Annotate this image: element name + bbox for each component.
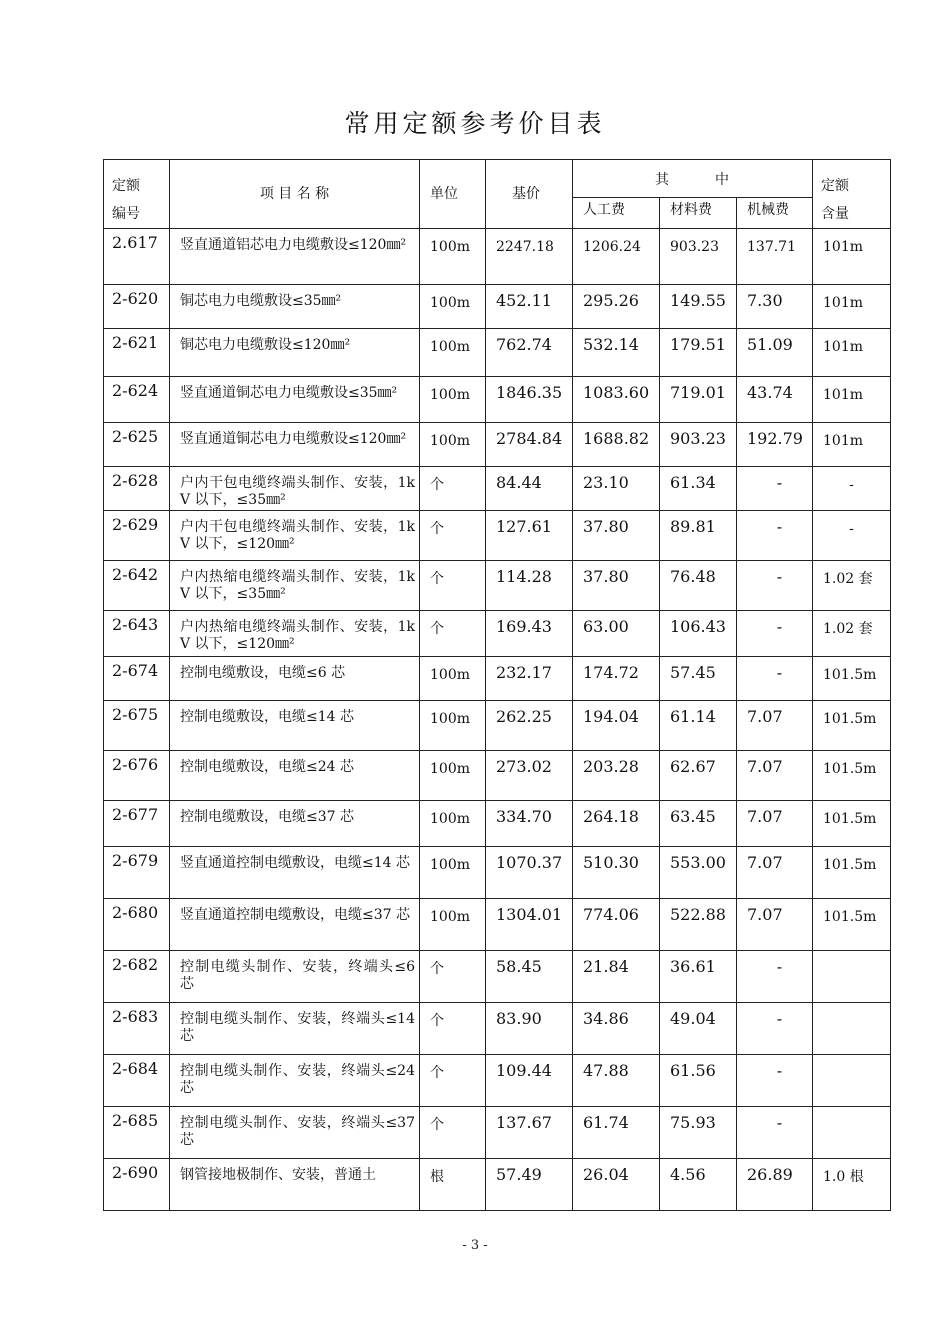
- header-code: [104, 160, 170, 229]
- header-of-which-1: 其: [655, 172, 670, 188]
- row-quota-content: 1.02 套: [813, 611, 891, 657]
- row-machine-cost: -: [737, 1003, 813, 1055]
- row-material-cost: 49.04: [660, 1003, 737, 1055]
- row-base-price: 1846.35: [486, 377, 573, 423]
- row-material-cost: 61.14: [660, 701, 737, 751]
- row-item-name: 竖直通道铝芯电力电缆敷设≤120㎜²: [170, 229, 420, 285]
- table-row: [104, 701, 891, 751]
- table-row: [104, 951, 891, 1003]
- table-row: [104, 1003, 891, 1055]
- row-base-price: 232.17: [486, 657, 573, 701]
- row-material-cost: 75.93: [660, 1107, 737, 1159]
- row-base-price: 109.44: [486, 1055, 573, 1107]
- row-code: 2-685: [104, 1107, 170, 1159]
- row-base-price: 2784.84: [486, 423, 573, 467]
- row-unit: 个: [420, 1003, 486, 1055]
- table-row: [104, 611, 891, 657]
- row-material-cost: 89.81: [660, 511, 737, 561]
- row-code: 2-680: [104, 899, 170, 951]
- row-unit: 100m: [420, 377, 486, 423]
- row-item-name: 控制电缆敷设，电缆≤6 芯: [170, 657, 420, 701]
- row-quota-content: 1.02 套: [813, 561, 891, 611]
- header-content-line2: 含量: [821, 206, 850, 222]
- row-machine-cost: -: [737, 611, 813, 657]
- row-item-name: 户内热缩电缆终端头制作、安装，1kV 以下，≤120㎜²: [170, 611, 420, 657]
- page-title: 常用定额参考价目表: [344, 109, 606, 138]
- header-of-which: [573, 160, 813, 198]
- row-labor-cost: 203.28: [573, 751, 660, 801]
- row-base-price: 1304.01: [486, 899, 573, 951]
- row-machine-cost: 192.79: [737, 423, 813, 467]
- page-number: - 3 -: [462, 1238, 488, 1253]
- table-row: [104, 377, 891, 423]
- row-code: 2-642: [104, 561, 170, 611]
- row-code: 2-684: [104, 1055, 170, 1107]
- row-quota-content: [813, 1003, 891, 1055]
- header-name: 项 目 名 称: [170, 160, 420, 229]
- row-material-cost: 903.23: [660, 423, 737, 467]
- row-base-price: 58.45: [486, 951, 573, 1003]
- row-material-cost: 36.61: [660, 951, 737, 1003]
- row-unit: 100m: [420, 751, 486, 801]
- row-labor-cost: 26.04: [573, 1159, 660, 1211]
- row-quota-content: [813, 1107, 891, 1159]
- row-labor-cost: 21.84: [573, 951, 660, 1003]
- row-labor-cost: 264.18: [573, 801, 660, 847]
- row-unit: 100m: [420, 329, 486, 377]
- table-row: [104, 1107, 891, 1159]
- row-code: 2-620: [104, 285, 170, 329]
- row-code: 2-625: [104, 423, 170, 467]
- row-code: 2-679: [104, 847, 170, 899]
- row-base-price: 83.90: [486, 1003, 573, 1055]
- row-labor-cost: 510.30: [573, 847, 660, 899]
- row-quota-content: 101m: [813, 377, 891, 423]
- row-code: 2-674: [104, 657, 170, 701]
- row-labor-cost: 63.00: [573, 611, 660, 657]
- row-labor-cost: 774.06: [573, 899, 660, 951]
- table-row: [104, 511, 891, 561]
- row-machine-cost: -: [737, 1107, 813, 1159]
- row-unit: 100m: [420, 847, 486, 899]
- row-item-name: 控制电缆头制作、安装，终端头≤37 芯: [170, 1107, 420, 1159]
- row-material-cost: 57.45: [660, 657, 737, 701]
- row-machine-cost: 7.07: [737, 701, 813, 751]
- row-quota-content: 101.5m: [813, 751, 891, 801]
- row-quota-content: 101.5m: [813, 801, 891, 847]
- row-item-name: 控制电缆头制作、安装，终端头≤6 芯: [170, 951, 420, 1003]
- row-labor-cost: 194.04: [573, 701, 660, 751]
- row-material-cost: 76.48: [660, 561, 737, 611]
- row-quota-content: [813, 1055, 891, 1107]
- row-labor-cost: 37.80: [573, 511, 660, 561]
- row-unit: 100m: [420, 229, 486, 285]
- row-item-name: 控制电缆敷设，电缆≤37 芯: [170, 801, 420, 847]
- row-code: 2.617: [104, 229, 170, 285]
- row-code: 2-621: [104, 329, 170, 377]
- row-item-name: 竖直通道铜芯电力电缆敷设≤35㎜²: [170, 377, 420, 423]
- row-machine-cost: 51.09: [737, 329, 813, 377]
- row-item-name: 控制电缆敷设，电缆≤14 芯: [170, 701, 420, 751]
- row-labor-cost: 61.74: [573, 1107, 660, 1159]
- header-base-price: 基价: [486, 160, 573, 229]
- row-material-cost: 553.00: [660, 847, 737, 899]
- row-quota-content: 101m: [813, 423, 891, 467]
- row-code: 2-643: [104, 611, 170, 657]
- row-item-name: 户内干包电缆终端头制作、安装，1kV 以下，≤35㎜²: [170, 467, 420, 511]
- row-labor-cost: 1083.60: [573, 377, 660, 423]
- row-code: 2-677: [104, 801, 170, 847]
- table-row: [104, 285, 891, 329]
- row-material-cost: 179.51: [660, 329, 737, 377]
- table-row: [104, 1159, 891, 1211]
- row-item-name: 控制电缆头制作、安装，终端头≤24 芯: [170, 1055, 420, 1107]
- row-base-price: 452.11: [486, 285, 573, 329]
- row-unit: 个: [420, 561, 486, 611]
- row-machine-cost: -: [737, 561, 813, 611]
- row-base-price: 114.28: [486, 561, 573, 611]
- row-labor-cost: 23.10: [573, 467, 660, 511]
- row-material-cost: 106.43: [660, 611, 737, 657]
- row-quota-content: -: [813, 467, 891, 511]
- row-code: 2-628: [104, 467, 170, 511]
- row-machine-cost: -: [737, 1055, 813, 1107]
- row-base-price: 262.25: [486, 701, 573, 751]
- row-item-name: 户内干包电缆终端头制作、安装，1kV 以下，≤120㎜²: [170, 511, 420, 561]
- row-base-price: 137.67: [486, 1107, 573, 1159]
- row-item-name: 竖直通道铜芯电力电缆敷设≤120㎜²: [170, 423, 420, 467]
- row-material-cost: 63.45: [660, 801, 737, 847]
- row-unit: 个: [420, 951, 486, 1003]
- header-content: [813, 160, 891, 229]
- row-material-cost: 903.23: [660, 229, 737, 285]
- row-unit: 100m: [420, 899, 486, 951]
- row-unit: 个: [420, 1107, 486, 1159]
- row-machine-cost: -: [737, 511, 813, 561]
- row-material-cost: 522.88: [660, 899, 737, 951]
- header-labor: 人工费: [573, 197, 660, 228]
- row-labor-cost: 34.86: [573, 1003, 660, 1055]
- row-quota-content: 101.5m: [813, 847, 891, 899]
- table-row: [104, 229, 891, 285]
- row-machine-cost: -: [737, 657, 813, 701]
- row-labor-cost: 37.80: [573, 561, 660, 611]
- quota-price-table: [103, 159, 891, 1211]
- row-labor-cost: 1688.82: [573, 423, 660, 467]
- row-base-price: 57.49: [486, 1159, 573, 1211]
- row-code: 2-683: [104, 1003, 170, 1055]
- row-machine-cost: -: [737, 467, 813, 511]
- row-labor-cost: 47.88: [573, 1055, 660, 1107]
- table-row: [104, 329, 891, 377]
- row-unit: 个: [420, 1055, 486, 1107]
- table-row: [104, 899, 891, 951]
- row-code: 2-629: [104, 511, 170, 561]
- row-labor-cost: 532.14: [573, 329, 660, 377]
- row-base-price: 273.02: [486, 751, 573, 801]
- table-row: [104, 423, 891, 467]
- row-machine-cost: -: [737, 951, 813, 1003]
- table-row: [104, 657, 891, 701]
- row-item-name: 铜芯电力电缆敷设≤120㎜²: [170, 329, 420, 377]
- row-code: 2-682: [104, 951, 170, 1003]
- header-code-line2: 编号: [112, 206, 140, 222]
- header-row: [104, 160, 891, 198]
- row-code: 2-624: [104, 377, 170, 423]
- row-machine-cost: 26.89: [737, 1159, 813, 1211]
- row-quota-content: [813, 951, 891, 1003]
- row-machine-cost: 7.30: [737, 285, 813, 329]
- table-row: [104, 801, 891, 847]
- row-base-price: 169.43: [486, 611, 573, 657]
- row-item-name: 户内热缩电缆终端头制作、安装，1kV 以下，≤35㎜²: [170, 561, 420, 611]
- row-quota-content: 101.5m: [813, 657, 891, 701]
- row-quota-content: 101m: [813, 329, 891, 377]
- row-unit: 100m: [420, 657, 486, 701]
- row-item-name: 竖直通道控制电缆敷设，电缆≤37 芯: [170, 899, 420, 951]
- row-labor-cost: 1206.24: [573, 229, 660, 285]
- row-material-cost: 4.56: [660, 1159, 737, 1211]
- row-material-cost: 62.67: [660, 751, 737, 801]
- row-item-name: 控制电缆头制作、安装，终端头≤14 芯: [170, 1003, 420, 1055]
- row-code: 2-675: [104, 701, 170, 751]
- row-unit: 根: [420, 1159, 486, 1211]
- header-of-which-2: 中: [715, 172, 730, 188]
- row-machine-cost: 7.07: [737, 847, 813, 899]
- row-base-price: 127.61: [486, 511, 573, 561]
- row-base-price: 762.74: [486, 329, 573, 377]
- row-code: 2-690: [104, 1159, 170, 1211]
- table-row: [104, 467, 891, 511]
- row-labor-cost: 295.26: [573, 285, 660, 329]
- row-quota-content: -: [813, 511, 891, 561]
- header-material: 材料费: [660, 197, 737, 228]
- row-machine-cost: 7.07: [737, 899, 813, 951]
- row-base-price: 84.44: [486, 467, 573, 511]
- table-row: [104, 561, 891, 611]
- row-base-price: 334.70: [486, 801, 573, 847]
- row-unit: 100m: [420, 701, 486, 751]
- table-row: [104, 847, 891, 899]
- row-base-price: 2247.18: [486, 229, 573, 285]
- row-quota-content: 101.5m: [813, 701, 891, 751]
- row-unit: 100m: [420, 423, 486, 467]
- row-material-cost: 149.55: [660, 285, 737, 329]
- row-unit: 个: [420, 611, 486, 657]
- row-material-cost: 719.01: [660, 377, 737, 423]
- row-item-name: 控制电缆敷设，电缆≤24 芯: [170, 751, 420, 801]
- header-code-line1: 定额: [112, 178, 140, 194]
- row-code: 2-676: [104, 751, 170, 801]
- row-unit: 100m: [420, 801, 486, 847]
- row-machine-cost: 137.71: [737, 229, 813, 285]
- row-quota-content: 101m: [813, 229, 891, 285]
- row-labor-cost: 174.72: [573, 657, 660, 701]
- row-unit: 个: [420, 467, 486, 511]
- table-row: [104, 751, 891, 801]
- row-item-name: 钢管接地极制作、安装，普通土: [170, 1159, 420, 1211]
- row-quota-content: 1.0 根: [813, 1159, 891, 1211]
- row-item-name: 铜芯电力电缆敷设≤35㎜²: [170, 285, 420, 329]
- header-unit: 单位: [420, 160, 486, 229]
- row-quota-content: 101.5m: [813, 899, 891, 951]
- row-machine-cost: 7.07: [737, 751, 813, 801]
- row-quota-content: 101m: [813, 285, 891, 329]
- row-machine-cost: 7.07: [737, 801, 813, 847]
- row-unit: 100m: [420, 285, 486, 329]
- row-unit: 个: [420, 511, 486, 561]
- table-row: [104, 1055, 891, 1107]
- row-material-cost: 61.56: [660, 1055, 737, 1107]
- row-item-name: 竖直通道控制电缆敷设，电缆≤14 芯: [170, 847, 420, 899]
- header-machine: 机械费: [737, 197, 813, 228]
- row-machine-cost: 43.74: [737, 377, 813, 423]
- header-content-line1: 定额: [821, 178, 850, 194]
- row-material-cost: 61.34: [660, 467, 737, 511]
- row-base-price: 1070.37: [486, 847, 573, 899]
